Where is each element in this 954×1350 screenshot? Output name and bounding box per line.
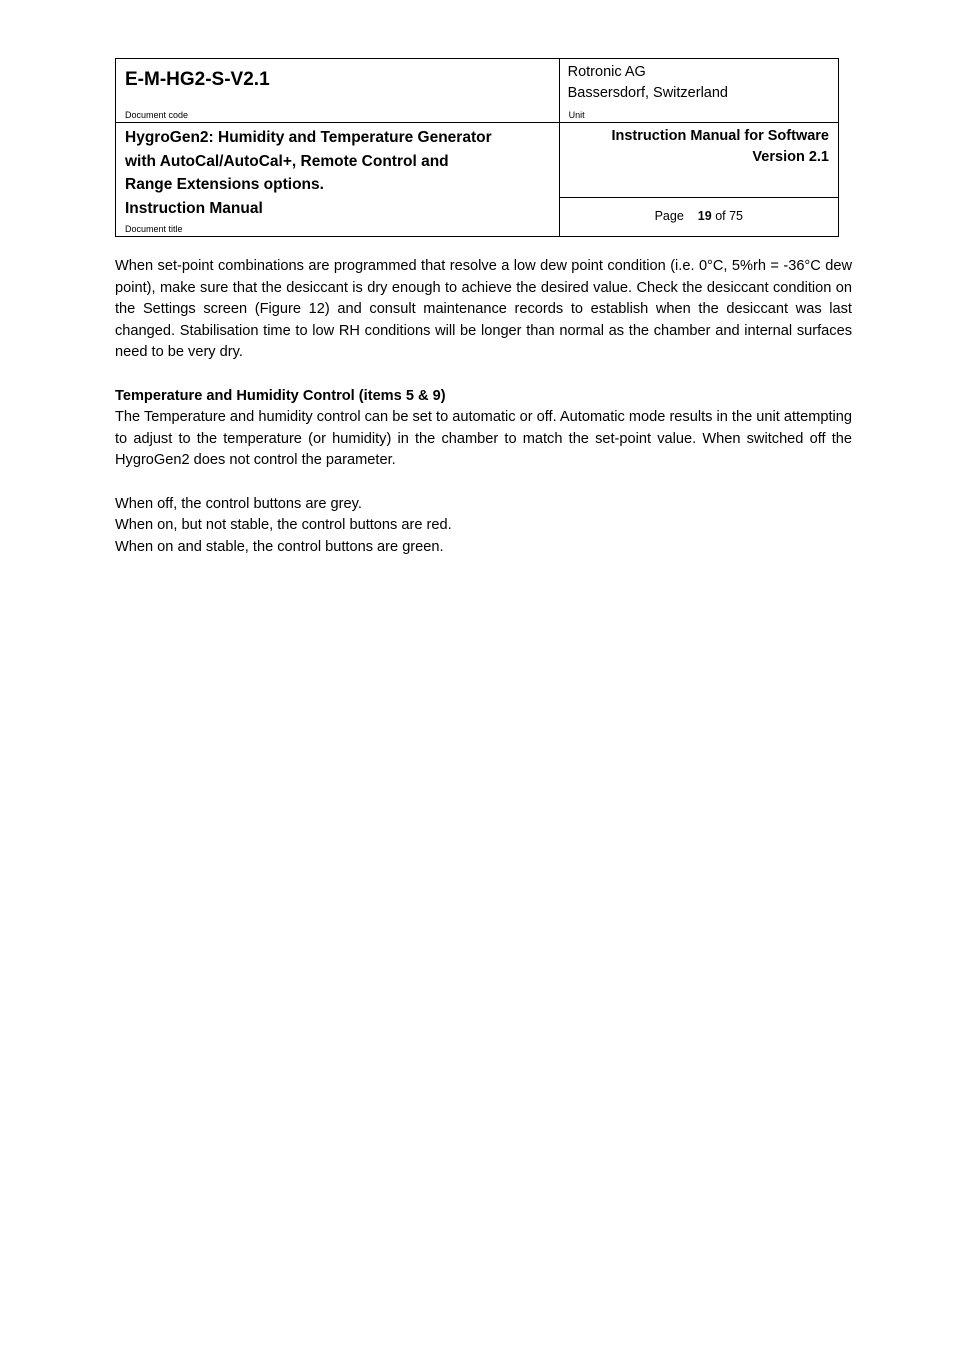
control-description-paragraph: The Temperature and humidity control can be set to automatic or off. Automatic mode results in the unit attempting to adjust to the temperature (or humidity) in the chamber to match the set-point value. When switched off the HygroGen2 does not control the parameter. bbox=[115, 409, 852, 469]
title-line: Instruction Manual bbox=[125, 199, 263, 217]
unit-name bbox=[568, 62, 728, 104]
document-title-cell bbox=[116, 123, 560, 237]
page-number: 19 bbox=[697, 209, 712, 223]
page-indicator bbox=[560, 209, 838, 223]
state-on-stable-line: When on and stable, the control buttons are green. bbox=[115, 538, 444, 555]
document-title-label: Document title bbox=[125, 224, 183, 234]
document-body bbox=[115, 256, 852, 558]
state-off-line: When off, the control buttons are grey. bbox=[115, 495, 362, 512]
unit-company: Rotronic AG bbox=[567, 64, 646, 80]
page-cell bbox=[559, 198, 838, 237]
software-manual-title: Instruction Manual for Software bbox=[611, 128, 829, 144]
document-title bbox=[125, 126, 492, 220]
software-cell bbox=[559, 123, 838, 198]
title-line: Range Extensions options. bbox=[125, 176, 324, 193]
page-total: of 75 bbox=[715, 209, 743, 223]
section-heading: Temperature and Humidity Control (items 5 & 9) bbox=[115, 387, 446, 404]
software-version: Version 2.1 bbox=[752, 149, 829, 165]
unit-location: Bassersdorf, Switzerland bbox=[567, 85, 728, 101]
software-description bbox=[611, 126, 829, 168]
page-label: Page bbox=[654, 209, 684, 223]
title-line: with AutoCal/AutoCal+, Remote Control and bbox=[125, 152, 449, 170]
low-dew-point-paragraph: When set-point combinations are programmed that resolve a low dew point condition (i.e. 0°C, 5%rh = -36°C dew point), make sure that the desiccant is dry enough to achieve the desired value. Check the desiccant condition on the Settings screen (Figure 12) and consult maintenance records to establish when the desiccant was last changed. Stabilisation time to low RH conditions will be longer than normal as the chamber and internal surfaces need to be very dry. bbox=[115, 258, 852, 361]
document-header bbox=[115, 58, 839, 237]
document-code: E-M-HG2-S-V2.1 bbox=[125, 69, 270, 90]
state-on-unstable-line: When on, but not stable, the control buttons are red. bbox=[115, 517, 452, 534]
title-line: HygroGen2: Humidity and Temperature Generator bbox=[125, 129, 492, 146]
unit-cell bbox=[559, 59, 838, 123]
document-code-cell bbox=[116, 59, 560, 123]
unit-label: Unit bbox=[568, 110, 585, 120]
document-code-label: Document code bbox=[125, 110, 189, 120]
